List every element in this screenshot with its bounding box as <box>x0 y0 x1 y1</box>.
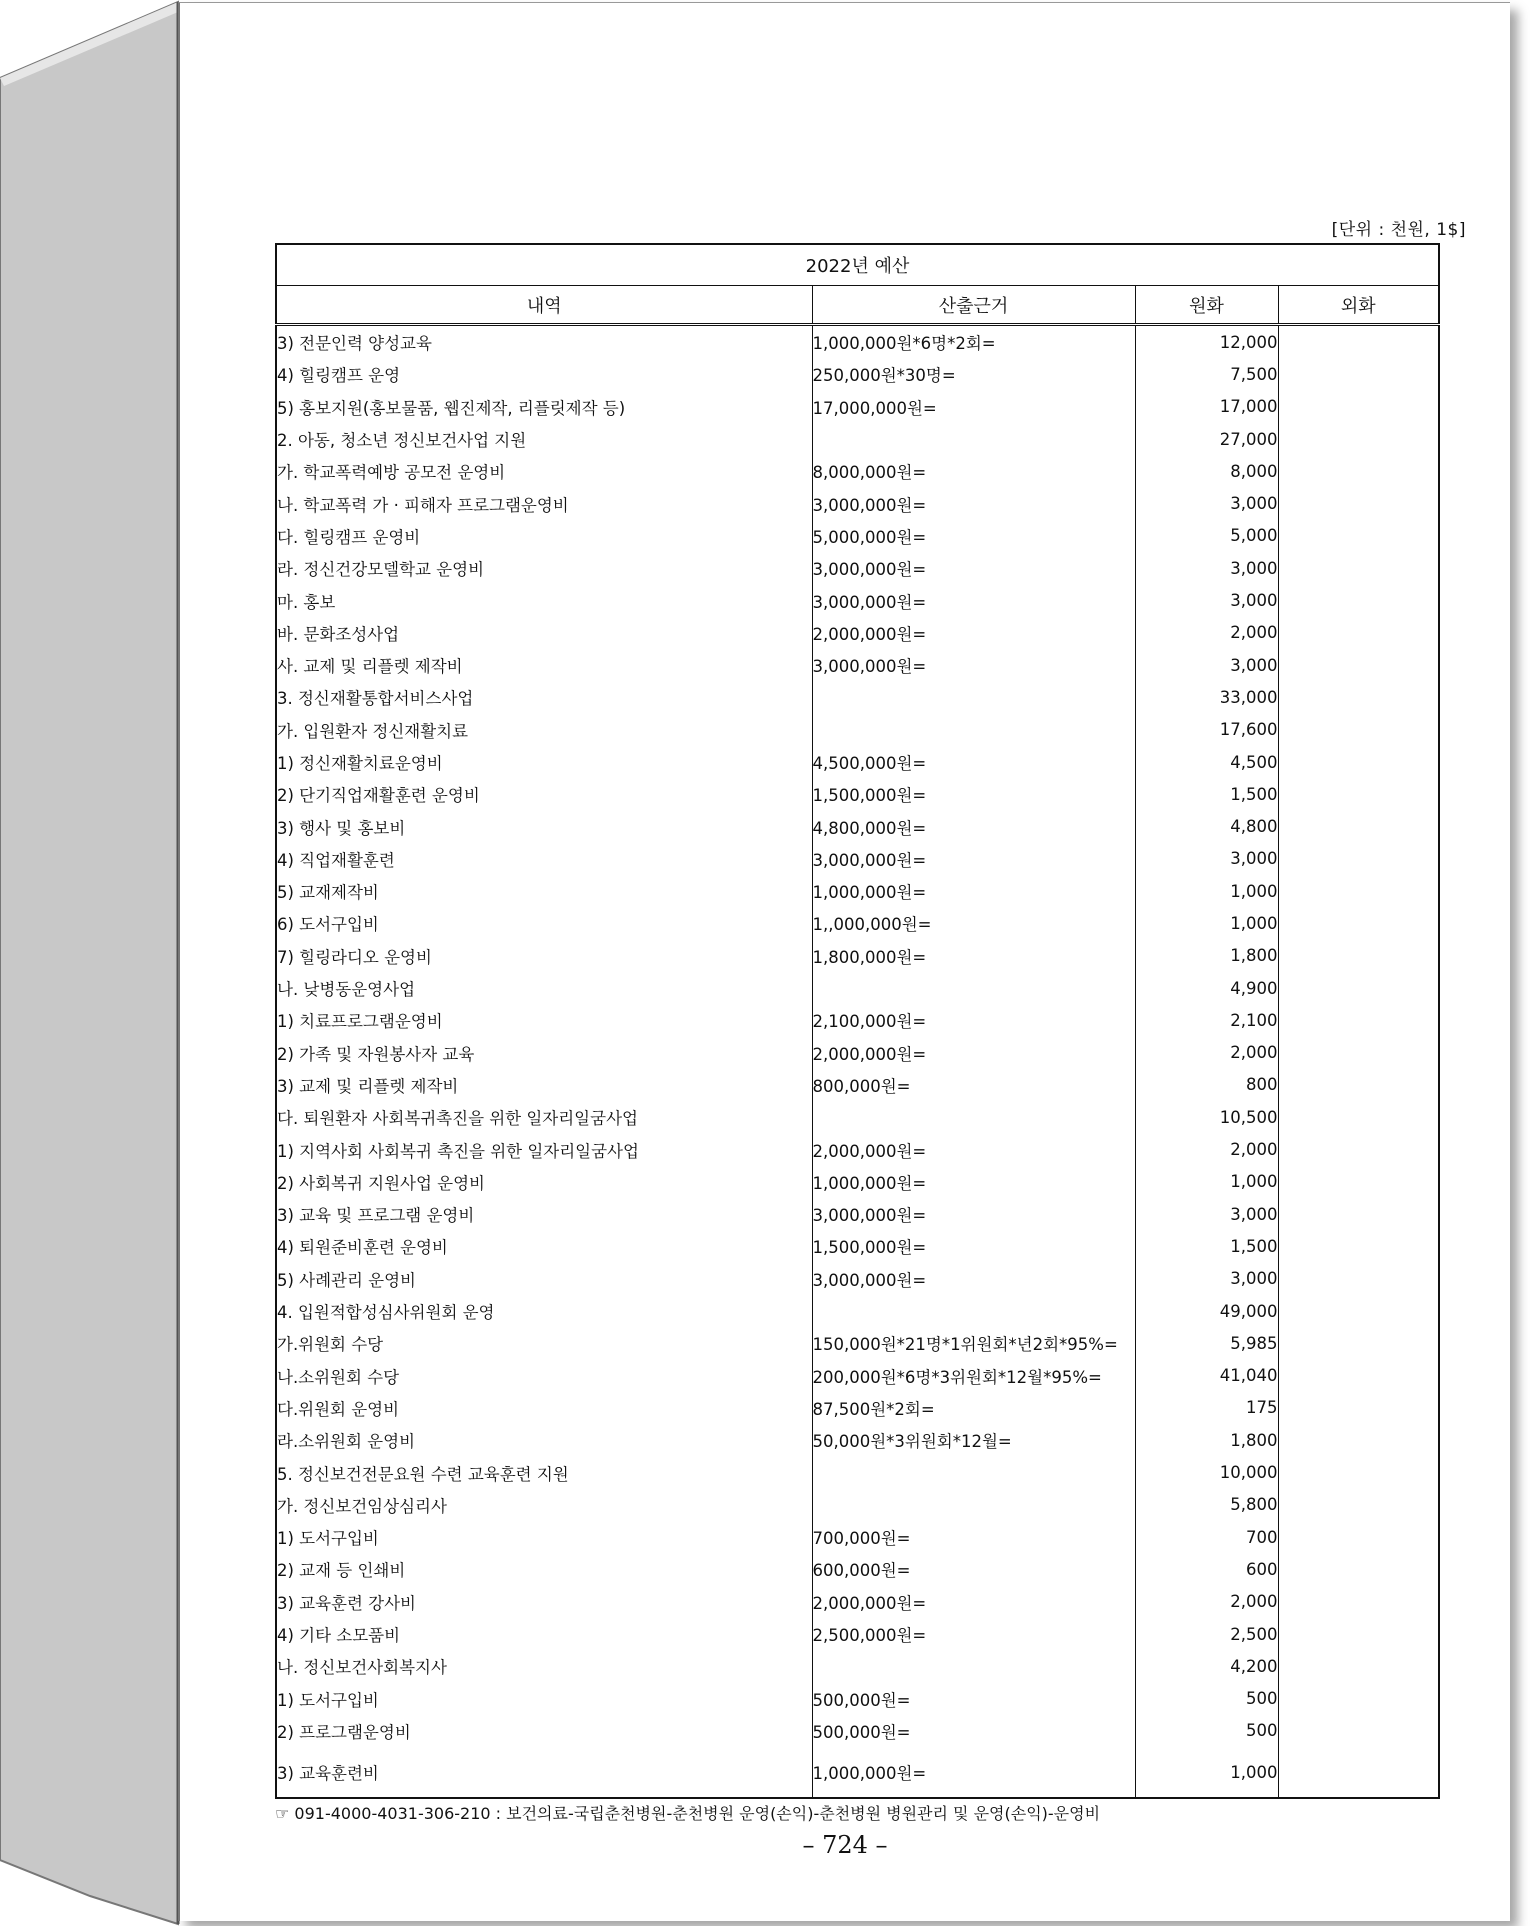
row-desc: 3) 교육훈련 강사비 <box>277 1593 416 1613</box>
row-krw: 4,200 <box>1135 1650 1278 1682</box>
row-basis <box>812 1101 1135 1133</box>
table-row <box>276 875 1439 907</box>
row-fx <box>1278 1263 1439 1295</box>
row-krw: 175 <box>1135 1392 1278 1424</box>
table-row <box>276 1747 1439 1798</box>
row-fx <box>1278 778 1439 810</box>
row-krw: 600 <box>1135 1553 1278 1585</box>
row-basis: 2,000,000원= <box>812 1133 1135 1165</box>
row-basis: 1,500,000원= <box>812 1230 1135 1262</box>
row-fx <box>1278 1037 1439 1069</box>
row-desc: 2) 교재 등 인쇄비 <box>277 1561 406 1581</box>
table-row <box>276 1101 1439 1133</box>
row-krw: 4,900 <box>1135 972 1278 1004</box>
row-krw: 700 <box>1135 1521 1278 1553</box>
table-row <box>276 617 1439 649</box>
row-basis: 250,000원*30명= <box>812 358 1135 390</box>
row-basis: 500,000원= <box>812 1715 1135 1747</box>
row-basis: 2,000,000원= <box>812 617 1135 649</box>
row-basis: 1,000,000원*6명*2회= <box>812 325 1135 359</box>
row-krw: 12,000 <box>1135 325 1278 359</box>
row-desc: 가. 학교폭력예방 공모전 운영비 <box>277 463 506 483</box>
row-krw: 5,000 <box>1135 520 1278 552</box>
row-krw: 2,500 <box>1135 1618 1278 1650</box>
row-desc: 4) 기타 소모품비 <box>277 1626 401 1646</box>
row-fx <box>1278 552 1439 584</box>
row-basis: 2,100,000원= <box>812 1004 1135 1036</box>
table-row <box>276 1360 1439 1392</box>
row-basis: 2,000,000원= <box>812 1037 1135 1069</box>
row-krw: 1,500 <box>1135 1230 1278 1262</box>
row-fx <box>1278 1553 1439 1585</box>
row-basis: 3,000,000원= <box>812 1198 1135 1230</box>
row-basis: 200,000원*6명*3위원회*12월*95%= <box>812 1360 1135 1392</box>
row-desc: 2. 아동, 청소년 정신보건사업 지원 <box>277 431 527 451</box>
table-row <box>276 746 1439 778</box>
row-fx <box>1278 1456 1439 1488</box>
row-basis: 8,000,000원= <box>812 455 1135 487</box>
row-fx <box>1278 1360 1439 1392</box>
row-fx <box>1278 1069 1439 1101</box>
table-row <box>276 1198 1439 1230</box>
row-krw: 800 <box>1135 1069 1278 1101</box>
row-krw: 33,000 <box>1135 681 1278 713</box>
row-basis: 1,000,000원= <box>812 1166 1135 1198</box>
table-row <box>276 810 1439 842</box>
row-basis <box>812 1650 1135 1682</box>
budget-code-footnote: ☞ 091-4000-4031-306-210 : 보건의료-국립춘천병원-춘천병원 운영(손익)-춘천병원 병원관리 및 운영(손익)-운영비 <box>275 1804 1101 1823</box>
table-row <box>276 1553 1439 1585</box>
row-fx <box>1278 1521 1439 1553</box>
row-fx <box>1278 1295 1439 1327</box>
table-row <box>276 487 1439 519</box>
row-krw: 2,000 <box>1135 617 1278 649</box>
row-desc: 2) 프로그램운영비 <box>277 1722 411 1742</box>
row-fx <box>1278 1618 1439 1650</box>
row-fx <box>1278 520 1439 552</box>
row-basis: 1,000,000원= <box>812 875 1135 907</box>
row-desc: 가. 입원환자 정신재활치료 <box>277 721 469 741</box>
row-desc: 3) 교육 및 프로그램 운영비 <box>277 1206 475 1226</box>
row-fx <box>1278 1230 1439 1262</box>
row-krw: 3,000 <box>1135 552 1278 584</box>
row-desc: 5) 홍보지원(홍보물품, 웹진제작, 리플릿제작 등) <box>277 398 626 418</box>
row-fx <box>1278 391 1439 423</box>
table-title: 2022년 예산 <box>276 244 1439 286</box>
row-fx <box>1278 325 1439 359</box>
row-krw: 49,000 <box>1135 1295 1278 1327</box>
row-desc: 4) 직업재활훈련 <box>277 850 395 870</box>
row-fx <box>1278 1715 1439 1747</box>
row-fx <box>1278 423 1439 455</box>
row-basis <box>812 1489 1135 1521</box>
table-row <box>276 778 1439 810</box>
table-row <box>276 1650 1439 1682</box>
row-fx <box>1278 1586 1439 1618</box>
row-fx <box>1278 714 1439 746</box>
row-krw: 500 <box>1135 1715 1278 1747</box>
row-fx <box>1278 907 1439 939</box>
row-krw: 5,985 <box>1135 1327 1278 1359</box>
row-krw: 1,000 <box>1135 1166 1278 1198</box>
table-row <box>276 584 1439 616</box>
row-krw: 4,800 <box>1135 810 1278 842</box>
table-row <box>276 1521 1439 1553</box>
row-fx <box>1278 1133 1439 1165</box>
row-basis: 87,500원*2회= <box>812 1392 1135 1424</box>
row-fx <box>1278 487 1439 519</box>
row-fx <box>1278 843 1439 875</box>
row-krw: 17,000 <box>1135 391 1278 423</box>
row-basis: 800,000원= <box>812 1069 1135 1101</box>
table-row <box>276 1682 1439 1714</box>
header-fx: 외화 <box>1278 286 1439 325</box>
table-row <box>276 1618 1439 1650</box>
table-row <box>276 423 1439 455</box>
row-krw: 3,000 <box>1135 487 1278 519</box>
row-basis: 700,000원= <box>812 1521 1135 1553</box>
row-krw: 27,000 <box>1135 423 1278 455</box>
row-fx <box>1278 1004 1439 1036</box>
row-basis: 50,000원*3위원회*12월= <box>812 1424 1135 1456</box>
row-desc: 나. 낮병동운영사업 <box>277 980 416 1000</box>
row-krw: 500 <box>1135 1682 1278 1714</box>
row-desc: 라. 정신건강모델학교 운영비 <box>277 560 485 580</box>
table-row <box>276 520 1439 552</box>
row-desc: 2) 사회복귀 지원사업 운영비 <box>277 1173 485 1193</box>
row-fx <box>1278 1327 1439 1359</box>
budget-table <box>275 243 1440 1799</box>
table-row <box>276 940 1439 972</box>
table-row <box>276 1392 1439 1424</box>
row-desc: 3) 전문인력 양성교육 <box>277 334 432 354</box>
row-fx <box>1278 584 1439 616</box>
row-krw: 5,800 <box>1135 1489 1278 1521</box>
page-number: – 724 – <box>802 1831 888 1859</box>
table-row <box>276 552 1439 584</box>
table-row <box>276 1424 1439 1456</box>
header-krw: 원화 <box>1135 286 1278 325</box>
table-row <box>276 1069 1439 1101</box>
unit-label: [단위 : 천원, 1$] <box>1331 220 1466 240</box>
row-krw: 3,000 <box>1135 843 1278 875</box>
table-row <box>276 1263 1439 1295</box>
row-fx <box>1278 810 1439 842</box>
row-desc: 3. 정신재활통합서비스사업 <box>277 689 474 709</box>
row-basis: 3,000,000원= <box>812 487 1135 519</box>
row-fx <box>1278 940 1439 972</box>
row-basis: 1,000,000원= <box>812 1747 1135 1798</box>
row-desc: 가.위원회 수당 <box>277 1335 384 1355</box>
row-basis: 2,000,000원= <box>812 1586 1135 1618</box>
row-krw: 3,000 <box>1135 1263 1278 1295</box>
row-basis: 500,000원= <box>812 1682 1135 1714</box>
header-basis: 산출근거 <box>812 286 1135 325</box>
row-basis <box>812 1295 1135 1327</box>
row-desc: 1) 지역사회 사회복귀 촉진을 위한 일자리일굼사업 <box>277 1141 639 1161</box>
table-row <box>276 972 1439 1004</box>
row-krw: 10,500 <box>1135 1101 1278 1133</box>
row-basis: 17,000,000원= <box>812 391 1135 423</box>
header-desc: 내역 <box>276 286 812 325</box>
row-fx <box>1278 1101 1439 1133</box>
row-krw: 8,000 <box>1135 455 1278 487</box>
row-fx <box>1278 1747 1439 1798</box>
table-row <box>276 1456 1439 1488</box>
row-basis <box>812 972 1135 1004</box>
row-fx <box>1278 1198 1439 1230</box>
row-desc: 사. 교제 및 리플렛 제작비 <box>277 657 463 677</box>
row-desc: 4) 힐링캠프 운영 <box>277 366 401 386</box>
row-krw: 2,100 <box>1135 1004 1278 1036</box>
row-basis: 600,000원= <box>812 1553 1135 1585</box>
row-desc: 라.소위원회 운영비 <box>277 1432 416 1452</box>
row-fx <box>1278 455 1439 487</box>
row-krw: 1,000 <box>1135 1747 1278 1798</box>
row-krw: 3,000 <box>1135 1198 1278 1230</box>
row-fx <box>1278 649 1439 681</box>
row-fx <box>1278 1424 1439 1456</box>
row-basis: 3,000,000원= <box>812 649 1135 681</box>
row-basis: 3,000,000원= <box>812 584 1135 616</box>
row-basis: 150,000원*21명*1위원회*년2회*95%= <box>812 1327 1135 1359</box>
row-desc: 1) 도서구입비 <box>277 1690 379 1710</box>
row-krw: 1,000 <box>1135 907 1278 939</box>
row-desc: 4. 입원적합성심사위원회 운영 <box>277 1303 495 1323</box>
row-basis: 1,500,000원= <box>812 778 1135 810</box>
row-basis <box>812 714 1135 746</box>
row-fx <box>1278 1392 1439 1424</box>
table-row <box>276 907 1439 939</box>
row-krw: 1,500 <box>1135 778 1278 810</box>
table-row <box>276 1586 1439 1618</box>
row-desc: 4) 퇴원준비훈련 운영비 <box>277 1238 448 1258</box>
row-fx <box>1278 617 1439 649</box>
table-row <box>276 649 1439 681</box>
row-fx <box>1278 875 1439 907</box>
row-desc: 7) 힐링라디오 운영비 <box>277 947 432 967</box>
row-fx <box>1278 681 1439 713</box>
row-desc: 5. 정신보건전문요원 수련 교육훈련 지원 <box>277 1464 569 1484</box>
table-row <box>276 714 1439 746</box>
table-row <box>276 681 1439 713</box>
row-krw: 17,600 <box>1135 714 1278 746</box>
row-desc: 2) 가족 및 자원봉사자 교육 <box>277 1044 475 1064</box>
table-row <box>276 843 1439 875</box>
table-row <box>276 1004 1439 1036</box>
document-page <box>178 2 1510 1921</box>
table-row <box>276 1133 1439 1165</box>
row-desc: 다. 힐링캠프 운영비 <box>277 527 421 547</box>
row-krw: 10,000 <box>1135 1456 1278 1488</box>
table-row <box>276 1489 1439 1521</box>
row-krw: 41,040 <box>1135 1360 1278 1392</box>
table-row <box>276 358 1439 390</box>
row-basis: 2,500,000원= <box>812 1618 1135 1650</box>
row-desc: 바. 문화조성사업 <box>277 624 400 644</box>
row-krw: 2,000 <box>1135 1037 1278 1069</box>
row-desc: 5) 교재제작비 <box>277 883 379 903</box>
row-krw: 1,800 <box>1135 940 1278 972</box>
row-desc: 1) 치료프로그램운영비 <box>277 1012 443 1032</box>
row-desc: 3) 행사 및 홍보비 <box>277 818 406 838</box>
table-row <box>276 1327 1439 1359</box>
table-row <box>276 325 1439 359</box>
row-krw: 3,000 <box>1135 649 1278 681</box>
row-basis: 3,000,000원= <box>812 843 1135 875</box>
row-krw: 3,000 <box>1135 584 1278 616</box>
row-basis <box>812 423 1135 455</box>
row-desc: 가. 정신보건임상심리사 <box>277 1496 447 1516</box>
book-spine-graphic <box>0 0 180 1926</box>
row-basis: 4,800,000원= <box>812 810 1135 842</box>
row-krw: 1,800 <box>1135 1424 1278 1456</box>
table-row <box>276 1295 1439 1327</box>
row-fx <box>1278 1489 1439 1521</box>
row-fx <box>1278 746 1439 778</box>
row-basis: 3,000,000원= <box>812 1263 1135 1295</box>
row-fx <box>1278 1682 1439 1714</box>
row-desc: 6) 도서구입비 <box>277 915 379 935</box>
row-krw: 1,000 <box>1135 875 1278 907</box>
table-row <box>276 1166 1439 1198</box>
row-desc: 3) 교제 및 리플렛 제작비 <box>277 1076 459 1096</box>
row-basis: 4,500,000원= <box>812 746 1135 778</box>
row-basis: 1,,000,000원= <box>812 907 1135 939</box>
row-basis <box>812 681 1135 713</box>
row-basis: 1,800,000원= <box>812 940 1135 972</box>
row-desc: 1) 정신재활치료운영비 <box>277 754 443 773</box>
row-basis: 3,000,000원= <box>812 552 1135 584</box>
table-row <box>276 1230 1439 1262</box>
table-row <box>276 1037 1439 1069</box>
row-fx <box>1278 1650 1439 1682</box>
row-fx <box>1278 972 1439 1004</box>
row-desc: 나.소위원회 수당 <box>277 1367 400 1387</box>
table-header-row <box>276 286 1439 325</box>
table-row <box>276 455 1439 487</box>
row-fx <box>1278 358 1439 390</box>
table-row <box>276 1715 1439 1747</box>
table-row <box>276 391 1439 423</box>
row-krw: 4,500 <box>1135 746 1278 778</box>
row-desc: 5) 사례관리 운영비 <box>277 1270 416 1290</box>
row-krw: 2,000 <box>1135 1133 1278 1165</box>
row-basis: 5,000,000원= <box>812 520 1135 552</box>
row-desc: 3) 교육훈련비 <box>277 1764 379 1784</box>
row-desc: 2) 단기직업재활훈련 운영비 <box>277 786 480 806</box>
row-desc: 다. 퇴원환자 사회복귀촉진을 위한 일자리일굼사업 <box>277 1109 638 1129</box>
row-krw: 2,000 <box>1135 1586 1278 1618</box>
row-desc: 나. 정신보건사회복지사 <box>277 1658 447 1678</box>
row-desc: 1) 도서구입비 <box>277 1529 379 1549</box>
row-desc: 나. 학교폭력 가 · 피해자 프로그램운영비 <box>277 495 569 515</box>
row-fx <box>1278 1166 1439 1198</box>
row-desc: 다.위원회 운영비 <box>277 1399 400 1419</box>
table-title-row <box>276 244 1439 286</box>
row-desc: 마. 홍보 <box>277 592 336 612</box>
row-krw: 7,500 <box>1135 358 1278 390</box>
row-basis <box>812 1456 1135 1488</box>
